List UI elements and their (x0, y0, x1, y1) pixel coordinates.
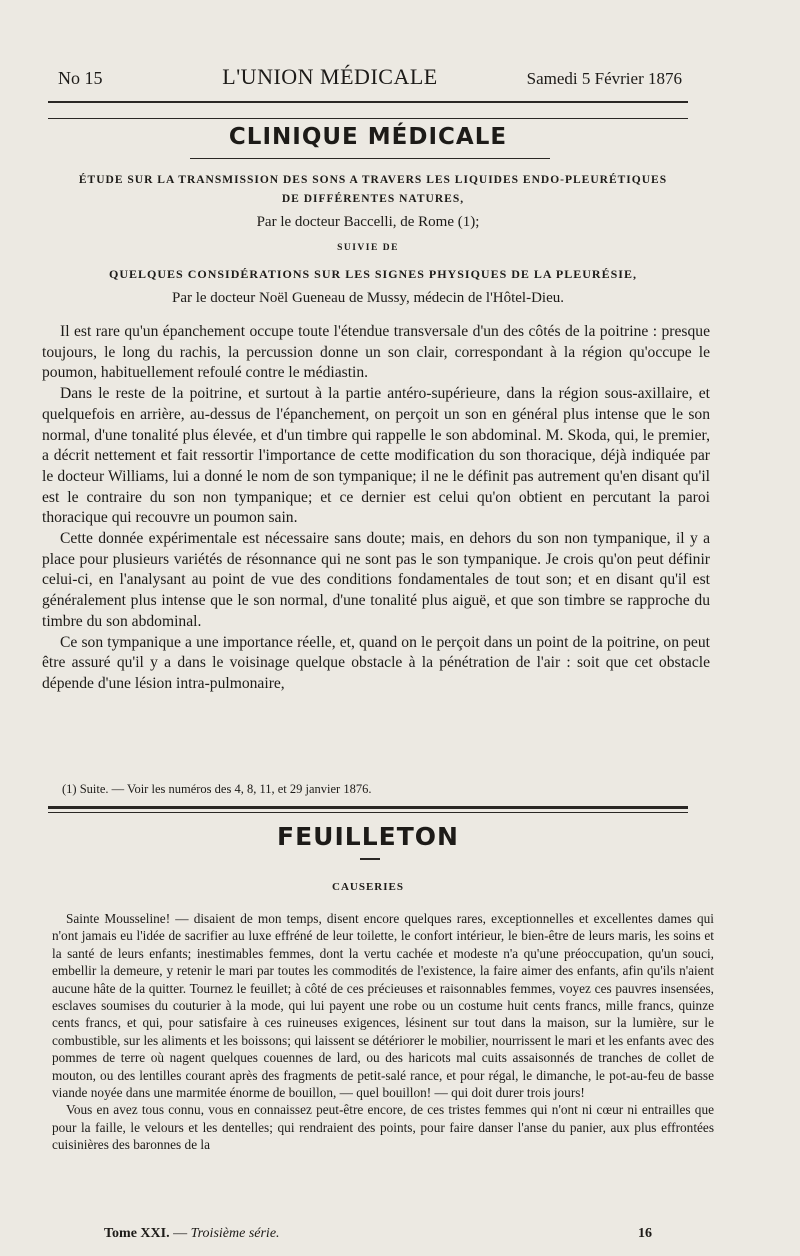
article-subtitle: QUELQUES CONSIDÉRATIONS SUR LES SIGNES PHYSIQUES DE LA PLEURÉSIE, (109, 267, 637, 281)
ornament-dash (360, 858, 380, 860)
feuilleton-paragraph: Sainte Mousseline! — disaient de mon temps, disent encore quelques rares, exceptionnelles et excellentes dames qui n'ont jamais eu l'idée de sacrifier au luxe effréné de leur toilette, le confort intérieur, le bien-être de leurs maris, les soins et la santé de leurs enfants; inestimables femmes, dont la vertu cachée et modeste n'a qu'une préoccupation, qu'un souci, embellir la demeure, y retenir le mari par toutes les commodités de l'existence, la faire aimer des enfants, afin qu'ils n'aient aucune hâte de la quitter. Tournez le feuillet; à côté de ces précieuses et raisonnables femmes, voyez ces pauvres insensées, esclaves soumises du couturier à la mode, qui lui payent une robe ou un costume huit cents francs, mille francs, quinze cents francs, et qui, pour satisfaire à ces ruineuses exigences, lésinent sur tout dans la maison, sur la lumière, sur le combustible, sur les aliments et les boissons; qui laissent se détériorer le mobilier, nourrissent le mari et les enfants avec des pommes de terre où nagent quelques couennes de lard, ou des haricots mal cuits assaisonnés de tranches de collet de mouton, ou des lentilles courant après des fragments de petit-salé rance, et pour régal, le dimanche, le pot-au-feu de basse viande noyée dans une marmitée énorme de bouillon, — quel bouillon! — qui doit durer trois jours! (52, 911, 714, 1101)
section-title-clinique: CLINIQUE MÉDICALE (228, 124, 508, 150)
issue-date: Samedi 5 Février 1876 (526, 69, 682, 88)
article-body (42, 322, 710, 695)
header-rule (48, 101, 688, 103)
followed-by-label: SUIVIE DE (337, 243, 399, 253)
feuilleton-heading: CAUSERIES (332, 881, 404, 893)
section-rule-top (48, 118, 688, 119)
page-footer (104, 1226, 652, 1242)
section-title-feuilleton: FEUILLETON (277, 822, 459, 851)
page-header (58, 64, 682, 90)
journal-title: L'UNION MÉDICALE (222, 64, 438, 89)
footer-series: Troisième série. (190, 1226, 280, 1241)
footer-tome: Tome XXI. (104, 1226, 170, 1241)
article-title-line-2: DE DIFFÉRENTES NATURES, (281, 193, 465, 205)
article-title-line-1: ÉTUDE SUR LA TRANSMISSION DES SONS A TRAVERS LES LIQUIDES ENDO-PLEURÉTIQUES (78, 174, 668, 186)
article-paragraph: Dans le reste de la poitrine, et surtout à la partie antéro-supérieure, dans la région sous-axillaire, et quelquefois en arrière, au-dessus de l'épanchement, on perçoit un son en général plus intense que le son normal, d'une tonalité plus élevée, et d'un timbre qui rappelle le son abdominal. M. Skoda, qui, le premier, a décrit nettement et fait ressortir l'importance de cette modification du son thoracique, déjà indiquée par le docteur Williams, lui a donné le nom de son tympanique; il ne le définit pas autrement qu'en disant qu'il est le contraire du son non tympanique; et ce dernier est celui qu'on obtient en percutant la paroi thoracique qui recouvre un poumon sain. (42, 385, 710, 527)
feuilleton-rule-top (48, 806, 688, 809)
feuilleton-paragraph: Vous en avez tous connu, vous en connaissez peut-être encore, de ces tristes femmes qui n'ont ni cœur ni entrailles que pour la faille, le velours et les dentelles; qui rendraient des points, pour faire danser l'anse du panier, aux plus effrontées cuisinières des baronnes de la (52, 1102, 714, 1153)
feuilleton-rule-top-2 (48, 812, 688, 813)
article-paragraph: Cette donnée expérimentale est nécessaire sans doute; mais, en dehors du son non tympanique, il y a place pour plusieurs variétés de résonnance qui ne sont pas le son tympanique. Je crois qu'on peut définir celui-ci, en l'analysant au point de vue des conditions fondamentales de tout son; et en disant qu'il est généralement plus intense que le son normal, d'une tonalité plus aiguë, et que son timbre se rapproche du timbre du son abdominal. (42, 530, 710, 630)
article-byline-2: Par le docteur Noël Gueneau de Mussy, médecin de l'Hôtel-Dieu. (171, 290, 565, 306)
article-paragraph: Ce son tympanique a une importance réelle, et, quand on le perçoit dans un point de la poitrine, on peut être assuré qu'il y a dans le voisinage quelque obstacle à la pénétration de l'air : soit que cet obstacle dépende d'une lésion intra-pulmonaire, (42, 633, 710, 692)
article-footnote: (1) Suite. — Voir les numéros des 4, 8, 11, et 29 janvier 1876. (62, 782, 372, 796)
article-byline-1: Par le docteur Baccelli, de Rome (1); (256, 214, 480, 230)
page-number: 16 (638, 1226, 652, 1241)
feuilleton-body (52, 910, 714, 1154)
issue-number: No 15 (58, 68, 103, 88)
footer-volume: Tome XXI. — Troisième série. (104, 1226, 280, 1241)
section-rule-bottom (190, 158, 550, 159)
article-paragraph: Il est rare qu'un épanchement occupe toute l'étendue transversale d'un des côtés de la poitrine : presque toujours, le long du rachis, la percussion donne un son clair, correspondant à la région qu'occupe le poumon, habituellement refoulé contre le médiastin. (42, 323, 710, 382)
